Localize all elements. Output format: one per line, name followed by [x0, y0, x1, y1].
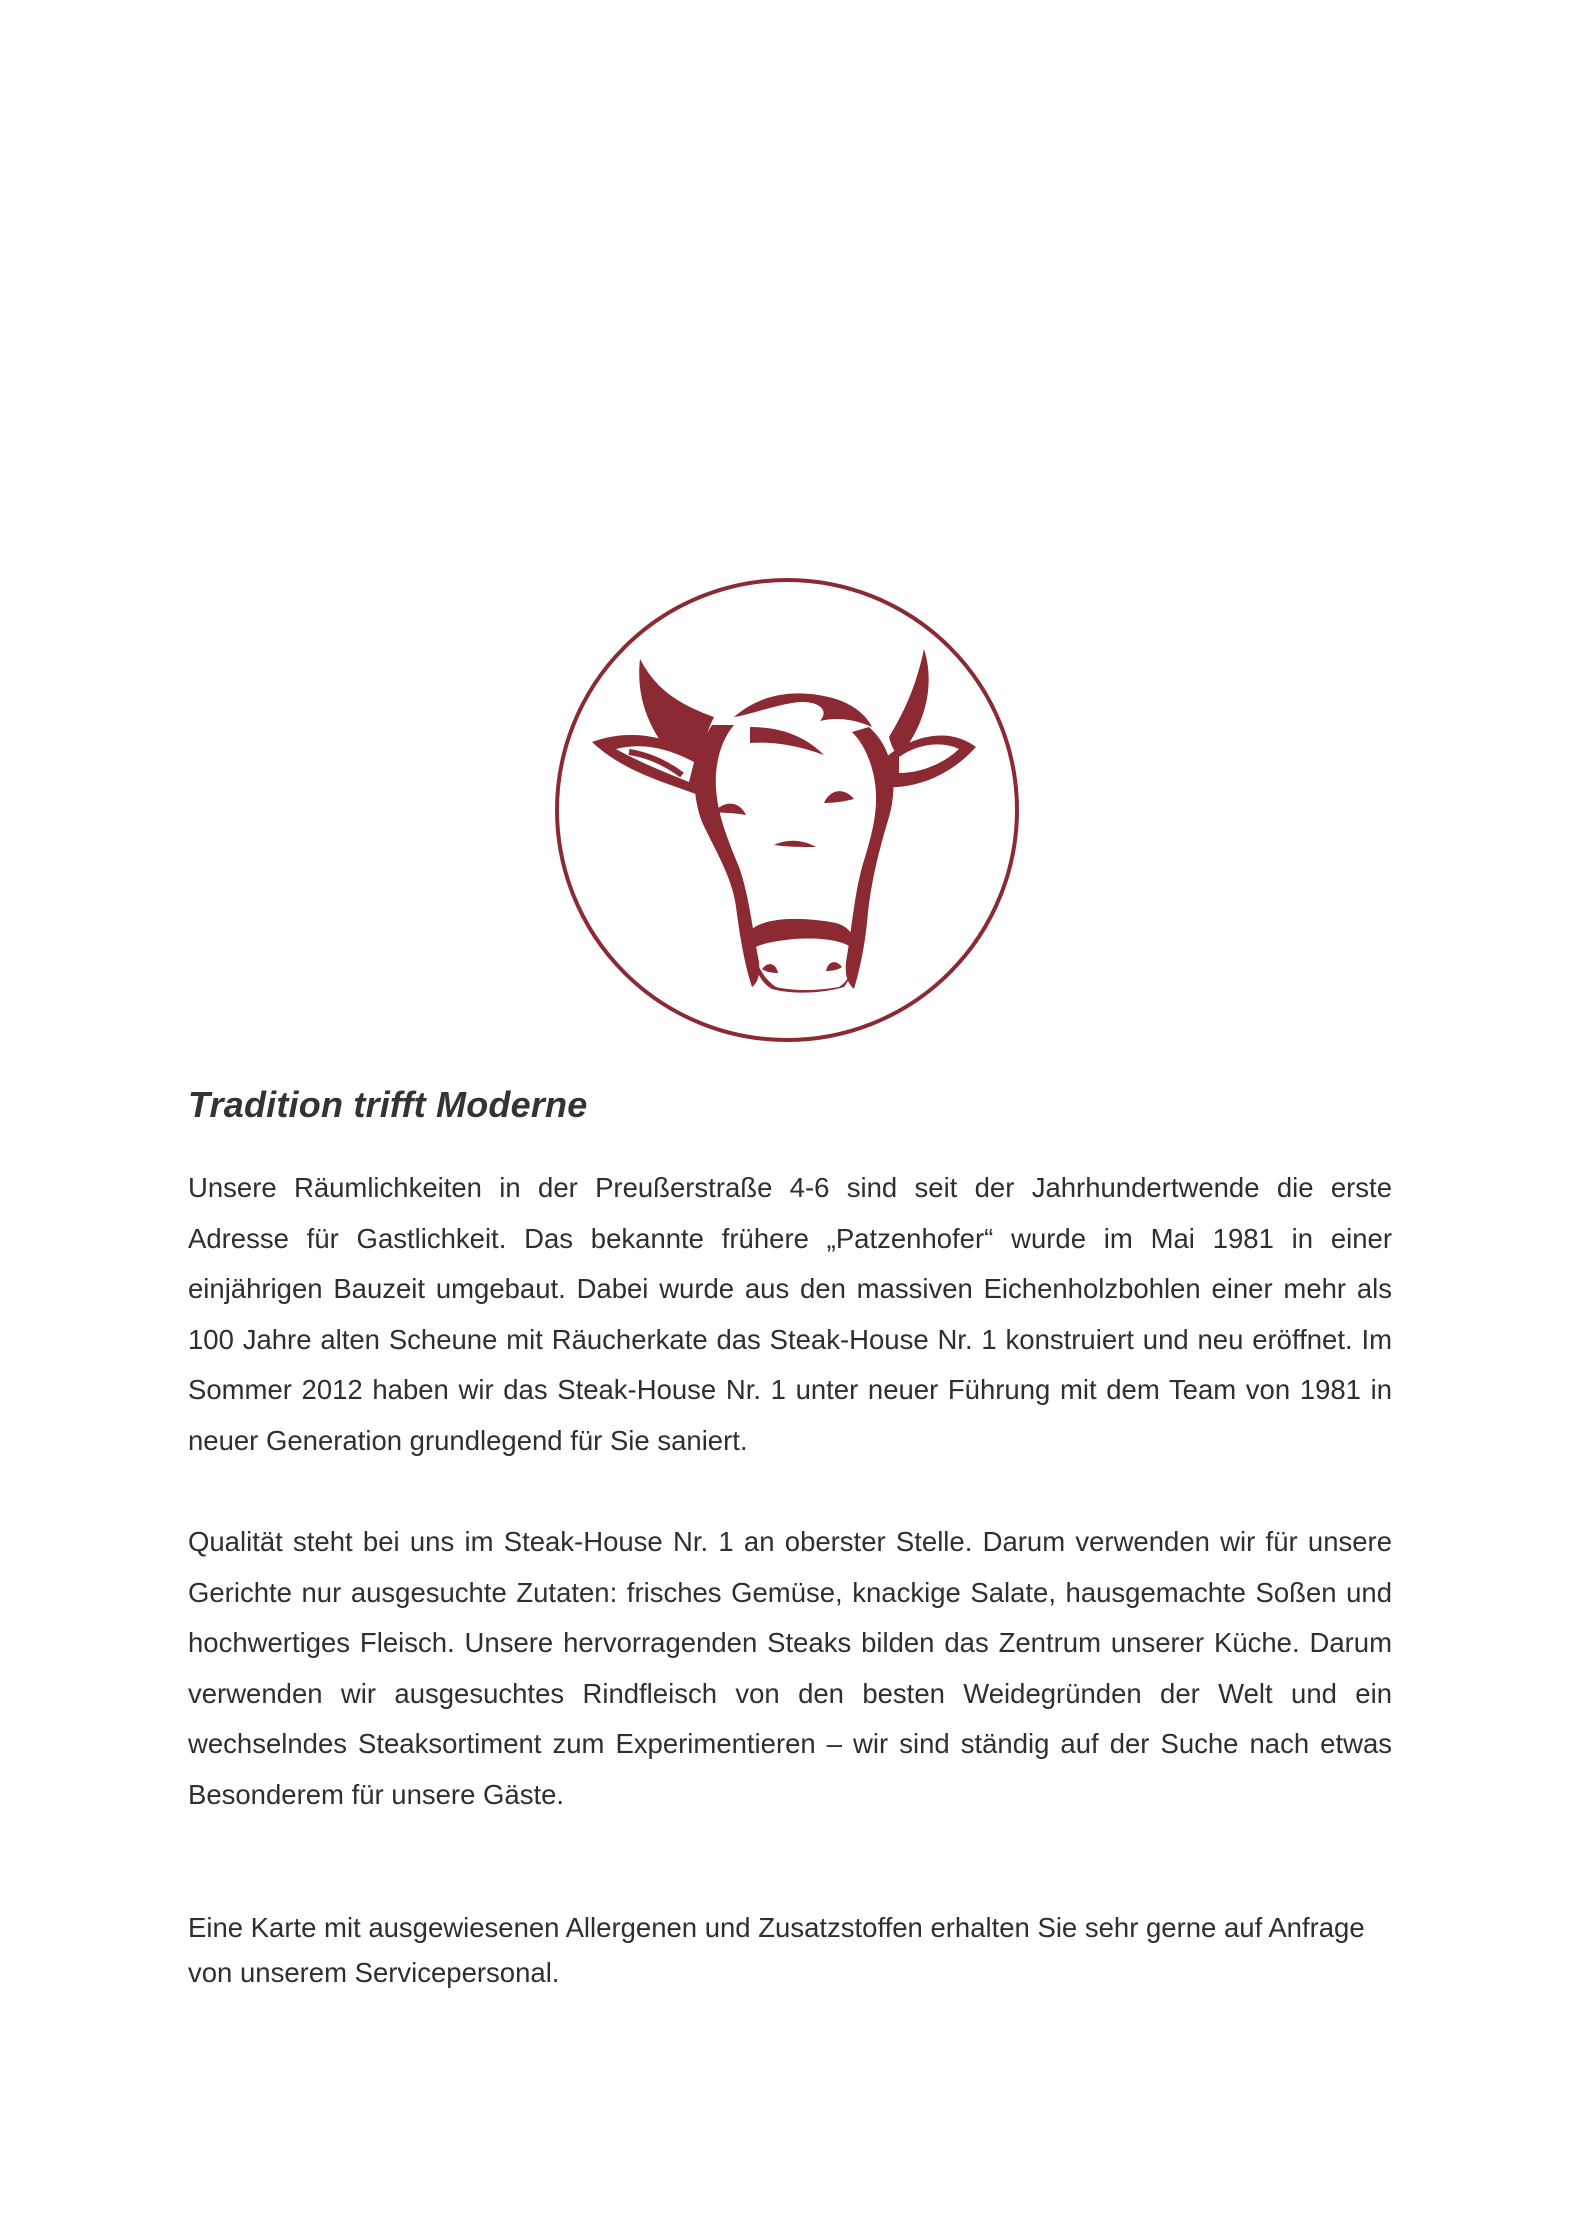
logo: [554, 577, 1020, 1043]
bull-head-icon: [554, 577, 1020, 1043]
page-title: Tradition trifft Moderne: [188, 1084, 588, 1125]
paragraph-allergens: Eine Karte mit ausgewiesenen Allergenen und Zusatzstoffen erhalten Sie sehr gerne auf Anfrage von unserem Servicepersonal.: [188, 1912, 1365, 1988]
paragraph-history: Unsere Räumlichkeiten in der Preußerstraße 4-6 sind seit der Jahrhundertwende die erste Adresse für Gastlichkeit. Das bekannte frühere „Patzenhofer“ wurde im Mai 1981 in einer einjährigen Bauzeit umgebaut. Dabei wurde aus den massiven Eichenholzbohlen einer mehr als 100 Jahre alten Scheune mit Räucherkate das Steak-House Nr. 1 konstruiert und neu eröffnet. Im Sommer 2012 haben wir das Steak-House Nr. 1 unter neuer Führung mit dem Team von 1981 in neuer Generation grundlegend für Sie saniert.: [188, 1172, 1392, 1456]
paragraph-quality: Qualität steht bei uns im Steak-House Nr. 1 an oberster Stelle. Darum verwenden wir für unsere Gerichte nur ausgesuchte Zutaten: frisches Gemüse, knackige Salate, hausgemachte Soßen und hochwertiges Fleisch. Unsere hervorragenden Steaks bilden das Zentrum unserer Küche. Darum verwenden wir ausgesuchtes Rindfleisch von den besten Weidegründen der Welt und ein wechselndes Steaksortiment zum Experimentieren – wir sind ständig auf der Suche nach etwas Besonderem für unsere Gäste.: [188, 1526, 1392, 1810]
